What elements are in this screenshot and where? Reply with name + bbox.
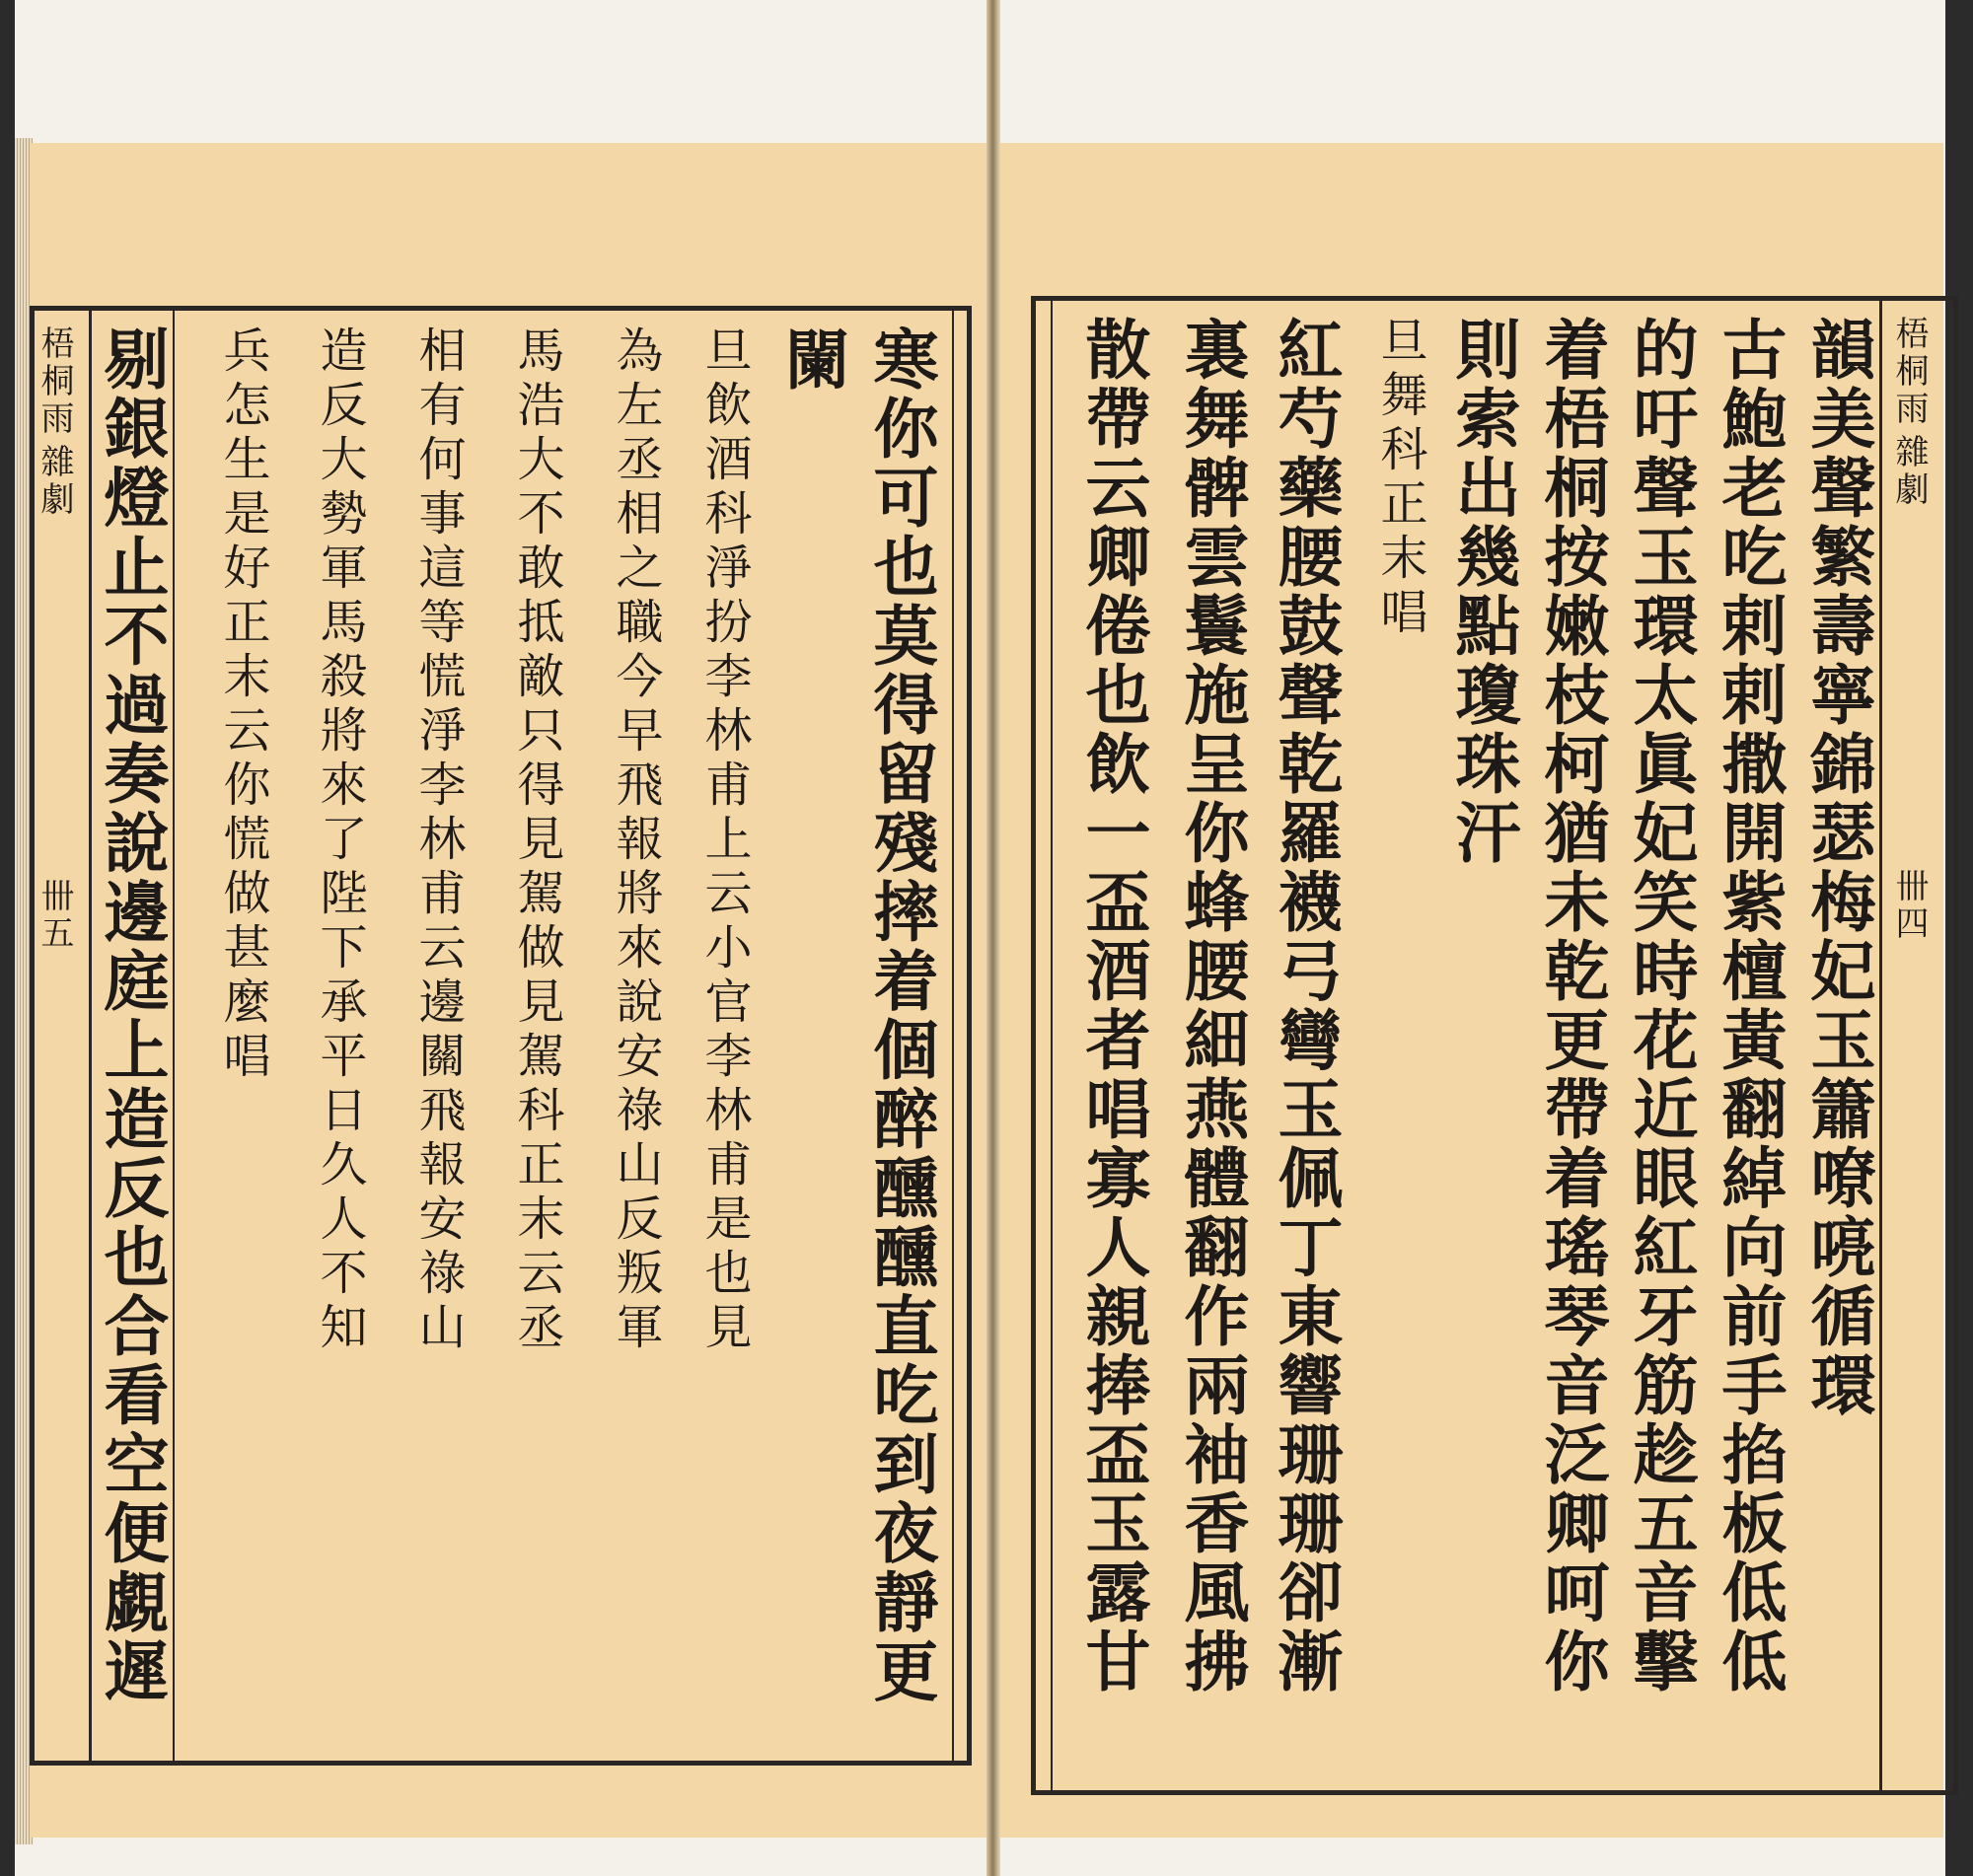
left-col-7: 造反大勢軍馬殺將來了陛下承平日久人不知 bbox=[312, 325, 367, 1356]
left-col-1: 寒你可也莫得留殘摔着個醉醺醺直吃到夜靜更 bbox=[862, 325, 939, 1706]
left-side-title: 梧桐雨 bbox=[35, 325, 74, 438]
left-folio: 卌五 bbox=[35, 878, 74, 953]
left-col-9: 剔銀燈止不過奏說邊庭上造反也合看空便覷遲 bbox=[93, 325, 170, 1706]
right-col-3: 的吁聲玉環太眞妃笑時花近眼紅牙筋趁五音擊 bbox=[1622, 316, 1699, 1696]
right-col-1: 韻美聲繁壽寧錦瑟梅妃玉簫嘹喨循環 bbox=[1799, 316, 1876, 1420]
right-col-5: 則索出幾點瓊珠汗 bbox=[1444, 316, 1521, 868]
right-col-6: 旦舞科正末唱 bbox=[1372, 316, 1427, 641]
left-page-col-rule bbox=[952, 311, 954, 1761]
left-col-3: 旦飲酒科淨扮李林甫上云小官李林甫是也見 bbox=[696, 325, 752, 1356]
right-page-col-rule bbox=[1051, 301, 1053, 1790]
left-page-center-rule bbox=[89, 311, 92, 1761]
left-page-frame bbox=[30, 306, 972, 1766]
left-side-mark: 雜劇 bbox=[35, 444, 74, 519]
right-side-title: 梧桐雨 bbox=[1889, 316, 1929, 428]
right-col-9: 散帶云卿倦也飲一盃酒者唱寡人親捧盃玉露甘 bbox=[1074, 316, 1151, 1696]
right-col-7: 紅芍藥腰鼓聲乾羅襪弓彎玉佩丁東響珊珊卻漸 bbox=[1267, 316, 1344, 1696]
right-col-4: 着梧桐按嫩枝柯猶未乾更帶着瑤琴音泛卿呵你 bbox=[1533, 316, 1610, 1696]
left-col-2: 闌 bbox=[773, 325, 850, 395]
left-col-4: 為左丞相之職今早飛報將來說安祿山反叛軍 bbox=[608, 325, 663, 1356]
right-col-2: 古鮑老吃剌剌撒開紫檀黃翻綽向前手掐板低低 bbox=[1711, 316, 1788, 1696]
left-col-6: 相有何事這等慌淨李林甫云邊關飛報安祿山 bbox=[410, 325, 466, 1356]
right-page-center-rule bbox=[1879, 301, 1882, 1790]
book-gutter bbox=[986, 0, 1000, 1876]
right-col-8: 裏舞髀雲鬟施呈你蜂腰細燕體翻作兩袖香風拂 bbox=[1173, 316, 1250, 1696]
left-col-5: 馬浩大不敢抵敵只得見駕做見駕科正末云丞 bbox=[509, 325, 564, 1356]
left-col-8: 兵怎生是好正末云你慌做甚麼唱 bbox=[215, 325, 270, 1085]
right-folio: 卌四 bbox=[1889, 868, 1929, 943]
right-side-mark: 雜劇 bbox=[1889, 434, 1929, 509]
left-page-col-rule bbox=[173, 311, 175, 1761]
